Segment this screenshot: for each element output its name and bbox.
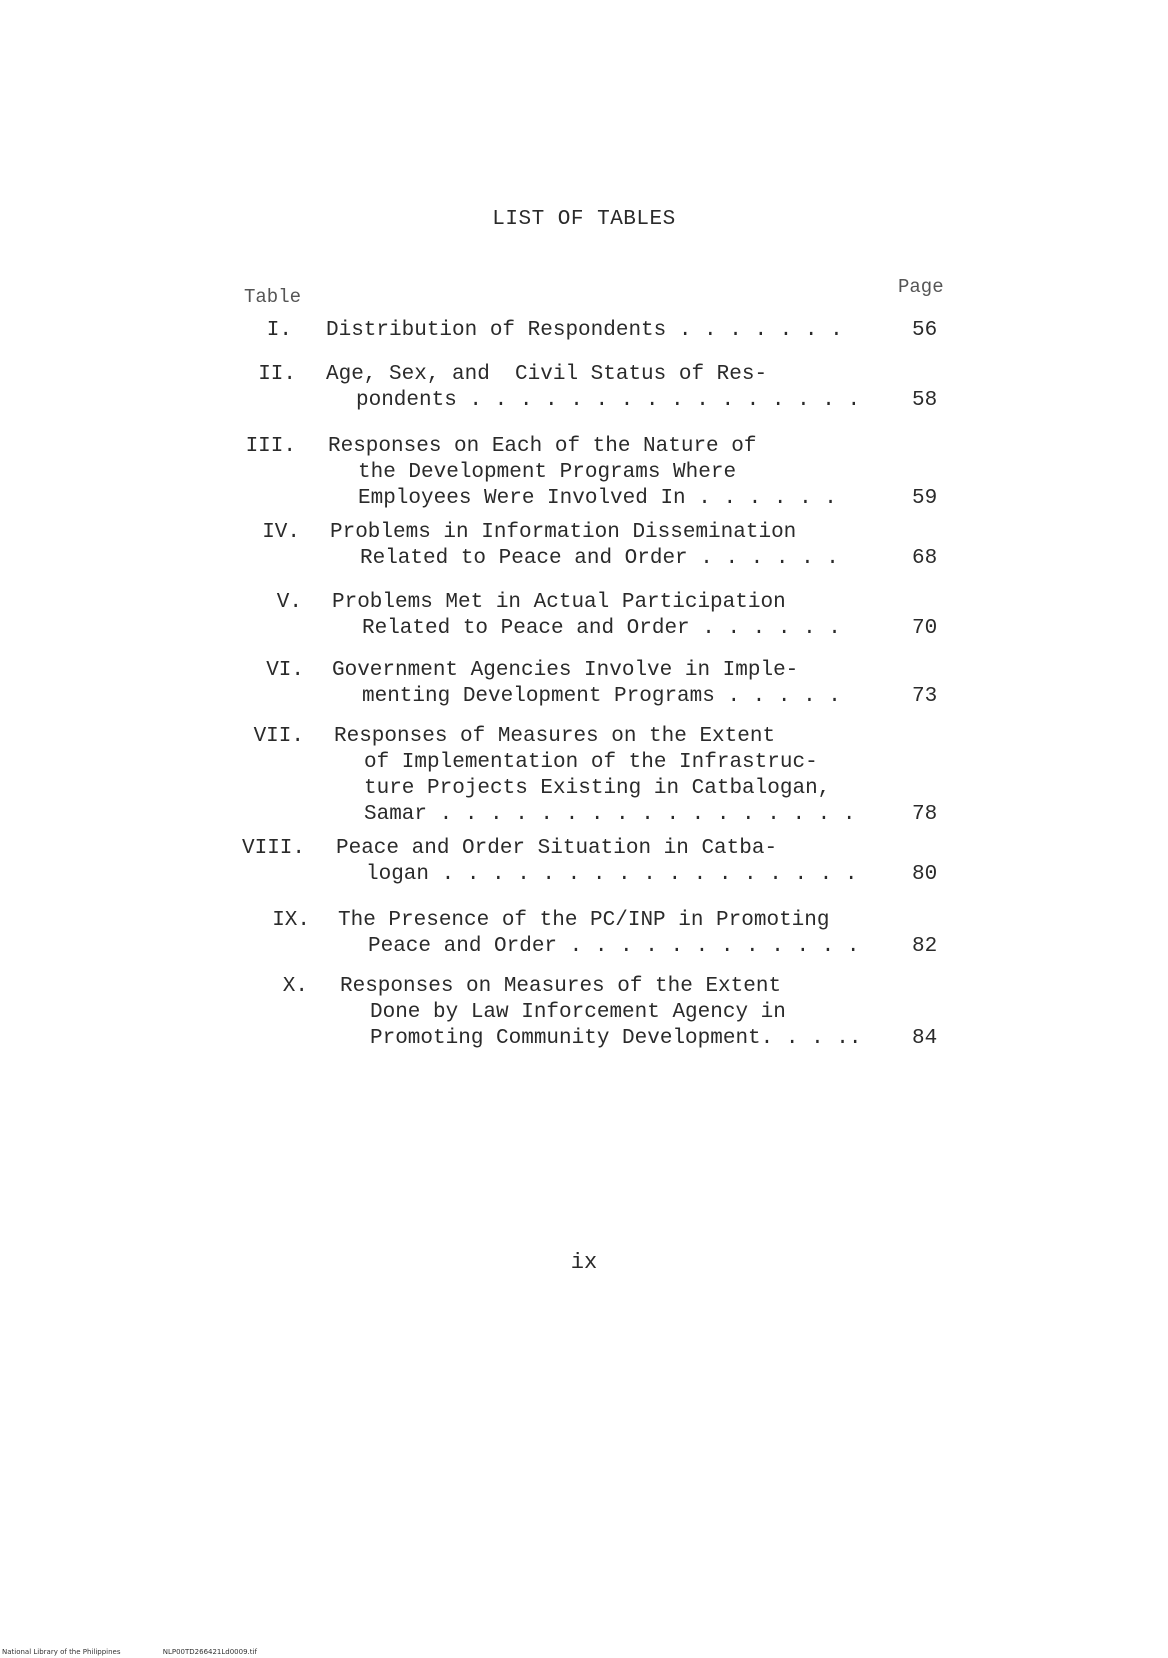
caption-line: Distribution of Respondents . . . . . . .: [326, 319, 843, 342]
page-ref: 59: [912, 487, 938, 510]
table-number: II.: [258, 363, 296, 386]
table-caption: [326, 362, 860, 414]
caption-line: logan . . . . . . . . . . . . . . . . .: [366, 863, 858, 886]
library-credit: National Library of the Philippines: [2, 1648, 121, 1656]
page-ref: 80: [912, 863, 938, 886]
caption-line: Peace and Order Situation in Catba-: [336, 837, 778, 860]
caption-line: the Development Programs Where: [358, 461, 737, 484]
table-number: V.: [276, 591, 302, 614]
caption-line: Government Agencies Involve in Imple-: [332, 659, 799, 682]
page-ref: 56: [912, 319, 938, 342]
file-name: NLP00TD266421Ld0009.tif: [162, 1648, 257, 1656]
caption-line: Related to Peace and Order . . . . . .: [362, 617, 841, 640]
table-caption: [334, 724, 855, 828]
page-ref: 82: [912, 935, 938, 958]
table-caption: [332, 658, 841, 710]
caption-line: Employees Were Involved In . . . . . .: [358, 487, 837, 510]
caption-line: The Presence of the PC/INP in Promoting: [338, 909, 830, 932]
page-ref: 73: [912, 685, 938, 708]
table-caption: [338, 908, 859, 960]
table-number: III.: [245, 435, 296, 458]
caption-line: of Implementation of the Infrastruc-: [364, 751, 818, 774]
page-ref: 70: [912, 617, 938, 640]
caption-line: Responses on Measures of the Extent: [340, 975, 782, 998]
table-caption: [332, 590, 841, 642]
caption-line: Age, Sex, and Civil Status of Res-: [326, 363, 768, 386]
caption-line: Responses on Each of the Nature of: [328, 435, 757, 458]
page-ref: 78: [912, 803, 938, 826]
page-ref: 84: [912, 1027, 938, 1050]
page-ref: 68: [912, 547, 938, 570]
page-column-header: Page: [898, 276, 944, 298]
page-ref: 58: [912, 389, 938, 412]
caption-line: Done by Law Inforcement Agency in: [370, 1001, 786, 1024]
caption-line: Samar . . . . . . . . . . . . . . . . .: [364, 803, 856, 826]
table-caption: [340, 974, 861, 1052]
caption-line: ture Projects Existing in Catbalogan,: [364, 777, 831, 800]
table-number: IX.: [272, 909, 310, 932]
table-number: VI.: [266, 659, 304, 682]
caption-line: Peace and Order . . . . . . . . . . . .: [368, 935, 860, 958]
table-number: VIII.: [241, 837, 305, 860]
table-number: IV.: [262, 521, 300, 544]
table-column-header: Table: [244, 286, 302, 308]
caption-line: menting Development Programs . . . . .: [362, 685, 841, 708]
caption-line: Responses of Measures on the Extent: [334, 725, 776, 748]
table-number: VII.: [253, 725, 304, 748]
caption-line: Promoting Community Development. . . ..: [370, 1027, 862, 1050]
table-number: I.: [266, 319, 292, 342]
table-caption: [336, 836, 857, 888]
table-caption: [326, 318, 843, 344]
caption-line: pondents . . . . . . . . . . . . . . . .: [356, 389, 861, 412]
caption-line: Related to Peace and Order . . . . . .: [360, 547, 839, 570]
scan-caption: [2, 1648, 297, 1656]
page-number: ix: [570, 1250, 598, 1275]
table-number: X.: [282, 975, 308, 998]
table-caption: [330, 520, 839, 572]
page-title: LIST OF TABLES: [492, 208, 676, 231]
caption-line: Problems in Information Dissemination: [330, 521, 797, 544]
caption-line: Problems Met in Actual Participation: [332, 591, 786, 614]
table-caption: [328, 434, 837, 512]
